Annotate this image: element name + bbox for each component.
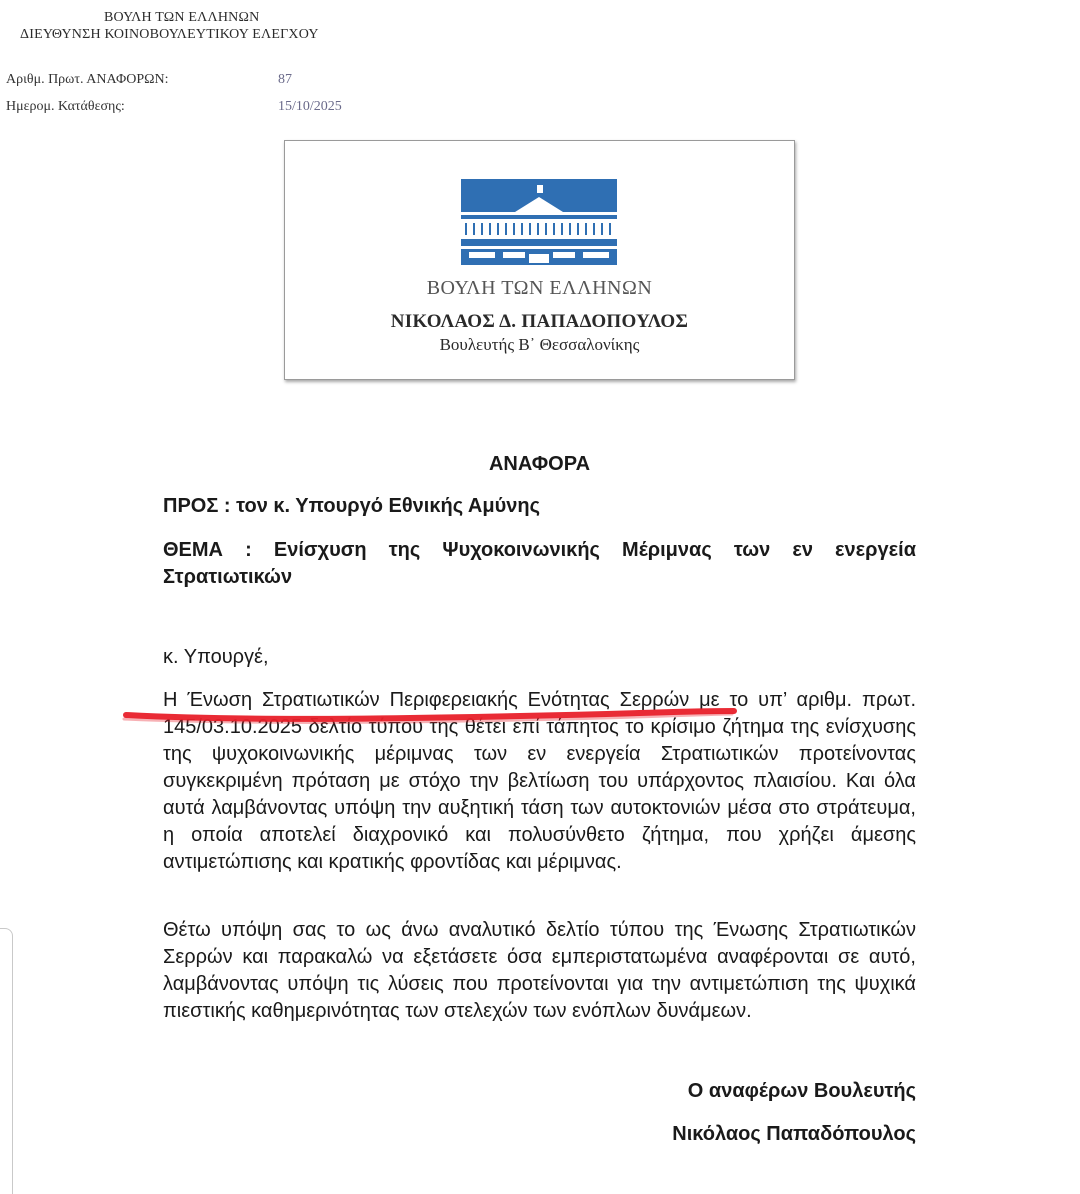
letterhead-box [284, 140, 795, 380]
subject-line: ΘΕΜΑ : Ενίσχυση της Ψυχοκοινωνικής Μέριμνας των εν ενεργεία Στρατιωτικών [163, 539, 916, 588]
protocol-label: Αριθμ. Πρωτ. ΑΝΑΦΟΡΩΝ: [6, 72, 169, 87]
letterhead-role: Βουλευτής Β᾽ Θεσσαλονίκης [439, 335, 640, 354]
header-directorate: ΔΙΕΥΘΥΝΣΗ ΚΟΙΝΟΒΟΥΛΕΥΤΙΚΟΥ ΕΛΕΓΧΟΥ [20, 27, 319, 42]
red-underline-annotation [120, 707, 740, 737]
body-paragraph-1: Η Ένωση Στρατιωτικών Περιφερειακής Ενότητας Σερρών με το υπ’ αριθμ. πρωτ. 145/03.10.2025 δελτίο τύπου της θέτει επί τάπητος το κρίσιμο ζήτημα της ενίσχυσης της ψυχοκοινωνικής μέριμνας των εν ενεργεία Στρατιωτικών προτείνοντας συγκεκριμένη πρόταση με στόχο την βελτίωση του υπάρχοντος πλαισίου. Και όλα αυτά λαμβάνοντας υπόψη την αυξητική τάση των αυτοκτονιών μέσα στο στράτευμα, η οποία αποτελεί διαχρονικό και πολυσύνθετο ζήτημα, που χρήζει άμεσης αντιμετώπισης και κρατικής φροντίδας και μέριμνας. [163, 689, 916, 873]
protocol-value: 87 [278, 72, 292, 87]
header-parliament: ΒΟΥΛΗ ΤΩΝ ΕΛΛΗΝΩΝ [104, 10, 260, 25]
recipient-line: ΠΡΟΣ : τον κ. Υπουργό Εθνικής Αμύνης [163, 495, 540, 517]
parliament-building-icon [459, 177, 619, 269]
letterhead-title: ΒΟΥΛΗ ΤΩΝ ΕΛΛΗΝΩΝ [426, 277, 653, 299]
signature-role: Ο αναφέρων Βουλευτής [687, 1080, 916, 1102]
body-paragraph-2: Θέτω υπόψη σας το ως άνω αναλυτικό δελτίο τύπου της Ένωσης Στρατιωτικών Σερρών και παρακαλώ να εξετάσετε όσα εμπεριστατωμένα αναφέρονται σε αυτό, λαμβάνοντας υπόψη τις λύσεις που προτείνονται για την αντιμετώπιση της ψυχικά πιεστικής καθημερινότητας των στελεχών των ενόπλων δυνάμεων. [163, 919, 916, 1022]
signature-name: Νικόλαος Παπαδόπουλος [672, 1123, 916, 1145]
document-title: ΑΝΑΦΟΡΑ [488, 453, 591, 475]
date-value: 15/10/2025 [278, 99, 342, 114]
greeting: κ. Υπουργέ, [163, 646, 269, 668]
date-label: Ημερομ. Κατάθεσης: [6, 99, 125, 114]
page-edge-shadow [0, 928, 13, 1194]
letterhead-name: ΝΙΚΟΛΑΟΣ Δ. ΠΑΠΑΔΟΠΟΥΛΟΣ [390, 311, 689, 332]
